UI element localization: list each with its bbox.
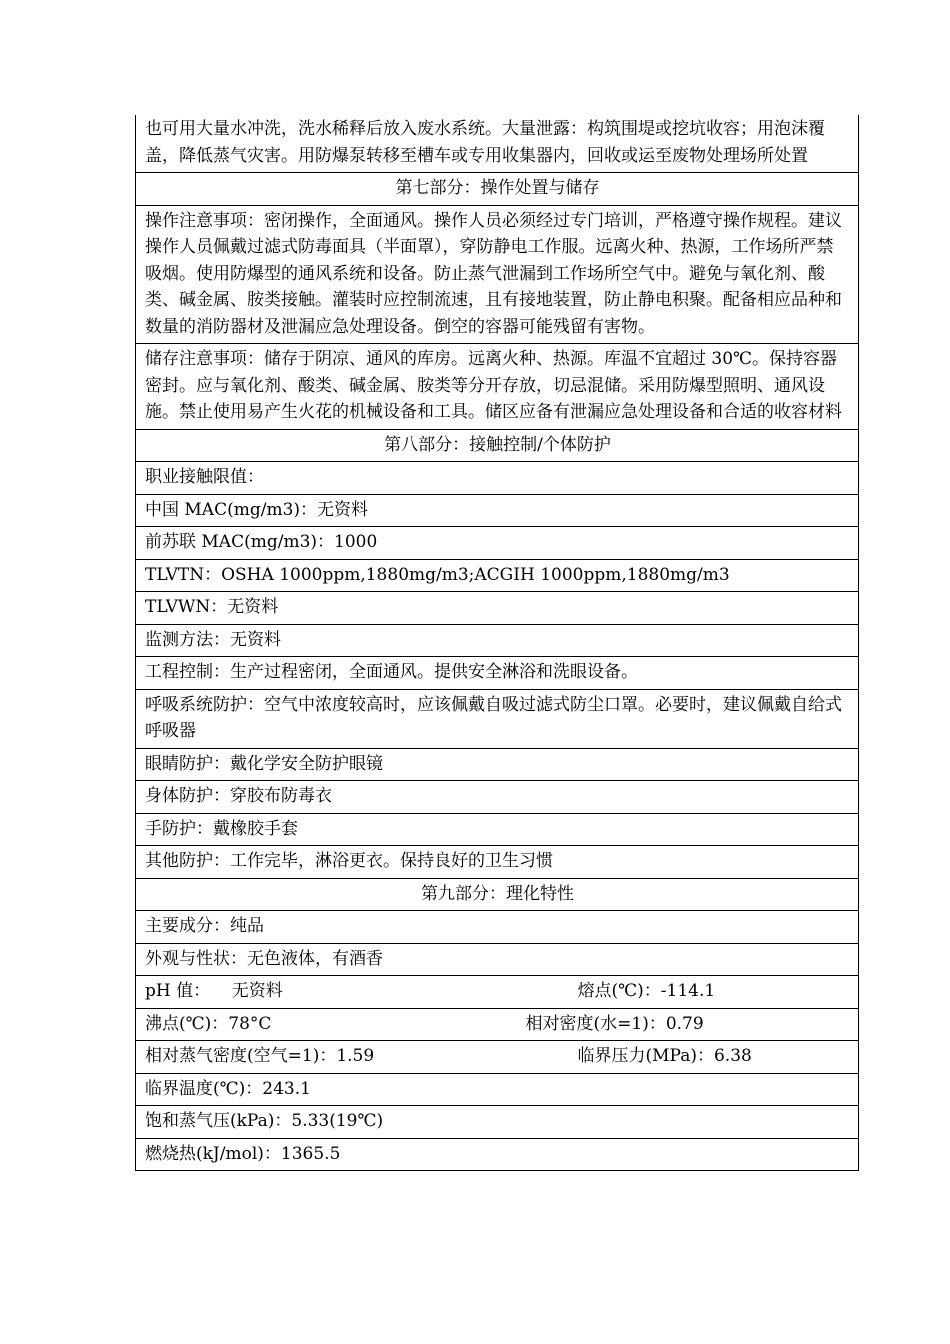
section8-title: 第八部分：接触控制/个体防护 — [136, 429, 858, 462]
eye-protection: 眼睛防护：戴化学安全防护眼镜 — [136, 748, 858, 781]
tlvtn: TLVTN：OSHA 1000ppm,1880mg/m3;ACGIH 1000ppm,1880mg/m3 — [136, 559, 858, 592]
ph-melting-row — [136, 975, 858, 1008]
ph-value: pH 值： 无资料 — [145, 981, 283, 1001]
boiling-point: 沸点(℃)：78°C — [145, 1013, 272, 1034]
section9-title: 第九部分：理化特性 — [136, 878, 858, 911]
critical-pressure: 临界压力(MPa)：6.38 — [577, 1046, 752, 1066]
main-composition: 主要成分：纯品 — [136, 910, 858, 943]
msds-table — [135, 115, 859, 1171]
critical-temperature: 临界温度(℃)：243.1 — [136, 1073, 858, 1106]
relative-vapor-density: 相对蒸气密度(空气=1)：1.59 — [145, 1046, 375, 1066]
leak-handling-continuation: 也可用大量水冲洗，洗水稀释后放入废水系统。大量泄露：构筑围堤或挖坑收容；用泡沫覆盖，降低蒸气灾害。用防爆泵转移至槽车或专用收集器内，回收或运至废物处理场所处置 — [145, 119, 825, 166]
saturated-vapor-pressure: 饱和蒸气压(kPa)：5.33(19℃) — [136, 1105, 858, 1138]
boiling-density-row — [136, 1008, 858, 1041]
combustion-heat: 燃烧热(kJ/mol)：1365.5 — [136, 1138, 858, 1171]
hand-protection: 手防护：戴橡胶手套 — [136, 813, 858, 846]
appearance: 外观与性状：无色液体，有酒香 — [136, 943, 858, 976]
china-mac: 中国 MAC(mg/m3)：无资料 — [136, 494, 858, 527]
ussr-mac: 前苏联 MAC(mg/m3)：1000 — [136, 526, 858, 559]
vapor-pressure-row — [136, 1040, 858, 1073]
other-protection: 其他防护：工作完毕，淋浴更衣。保持良好的卫生习惯 — [136, 845, 858, 878]
storage-precautions: 储存注意事项：储存于阴凉、通风的库房。远离火种、热源。库温不宜超过 30℃。保持容器密封。应与氧化剂、酸类、碱金属、胺类等分开存放，切忌混储。采用防爆型照明、通风设施。禁止使用易产生火花的机械设备和工具。储区应备有泄漏应急处理设备和合适的收容材料 — [136, 343, 858, 429]
melting-point: 熔点(℃)：-114.1 — [577, 981, 716, 1001]
monitoring-method: 监测方法：无资料 — [136, 624, 858, 657]
exposure-limits-label: 职业接触限值： — [136, 461, 858, 494]
respiratory-protection: 呼吸系统防护：空气中浓度较高时，应该佩戴自吸过滤式防尘口罩。必要时，建议佩戴自给式呼吸器 — [136, 689, 858, 748]
operation-precautions: 操作注意事项：密闭操作，全面通风。操作人员必须经过专门培训，严格遵守操作规程。建议操作人员佩戴过滤式防毒面具（半面罩），穿防静电工作服。远离火种、热源，工作场所严禁吸烟。使用防爆型的通风系统和设备。防止蒸气泄漏到工作场所空气中。避免与氧化剂、酸类、碱金属、胺类接触。灌装时应控制流速，且有接地装置，防止静电积聚。配备相应品种和数量的消防器材及泄漏应急处理设备。倒空的容器可能残留有害物。 — [136, 205, 858, 344]
engineering-control: 工程控制：生产过程密闭，全面通风。提供安全淋浴和洗眼设备。 — [136, 656, 858, 689]
body-protection: 身体防护：穿胶布防毒衣 — [136, 780, 858, 813]
section7-title: 第七部分：操作处置与储存 — [136, 172, 858, 205]
tlvwn: TLVWN：无资料 — [136, 591, 858, 624]
relative-density: 相对密度(水=1)：0.79 — [525, 1013, 704, 1034]
